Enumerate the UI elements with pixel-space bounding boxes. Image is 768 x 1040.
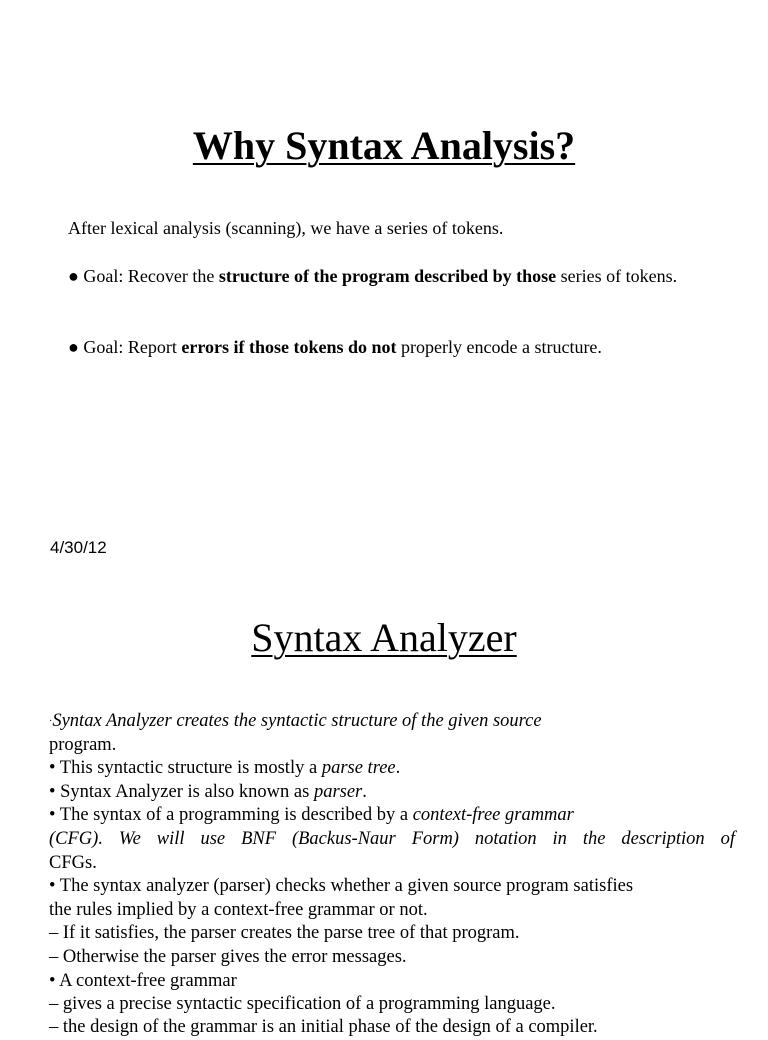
dot-icon: ·: [49, 716, 53, 727]
body-line: CFGs.: [49, 852, 97, 873]
body-line: – If it satisfies, the parser creates the parse tree of that program.: [49, 923, 520, 944]
goal1-post: series of tokens.: [556, 266, 678, 286]
line-pre: • This syntactic structure is mostly a: [49, 758, 322, 779]
body-line: [49, 710, 735, 734]
body-line: • The syntax analyzer (parser) checks whether a given source program satisfies: [49, 876, 634, 897]
body-line: [49, 828, 735, 852]
line-italic: parser: [313, 781, 363, 802]
body-line: [49, 804, 735, 828]
slide-date: 4/30/12: [50, 538, 107, 557]
line-italic: parse tree: [321, 758, 396, 779]
line-italic: (CFG). We will use BNF (Backus-Naur Form) notation in the description of: [49, 829, 735, 850]
line-post: .: [362, 781, 367, 802]
slide1-goal2: [68, 336, 718, 359]
line-pre: • Syntax Analyzer is also known as: [49, 781, 314, 802]
goal1-bold: structure of the program described by those: [218, 266, 557, 286]
body-line: the rules implied by a context-free grammar or not.: [49, 899, 428, 920]
body-line: [49, 757, 735, 781]
slide1-goal1: [68, 265, 718, 288]
bullet-icon: ●: [68, 266, 79, 286]
body-line: – gives a precise syntactic specification of a programming language.: [49, 994, 556, 1015]
body-line: – Otherwise the parser gives the error messages.: [49, 946, 407, 967]
goal2-bold: errors if those tokens do not: [181, 337, 397, 357]
bullet-icon: ●: [68, 337, 79, 357]
body-line: [49, 781, 735, 805]
slide1-title: Why Syntax Analysis?: [192, 123, 576, 168]
body-line: program.: [49, 734, 117, 755]
body-line-italic: Syntax Analyzer creates the syntactic structure of the given source: [52, 711, 542, 732]
line-italic: context-free grammar: [412, 805, 574, 826]
slide2-title: Syntax Analyzer: [251, 615, 517, 660]
line-pre: • The syntax of a programming is described by a: [49, 805, 413, 826]
line-post: .: [395, 758, 401, 779]
body-line-cutoff: – the design of the grammar is an initial phase of the design of a compiler.: [49, 1017, 598, 1037]
goal1-pre: Goal: Recover the: [83, 266, 219, 286]
body-line: • A context-free grammar: [49, 970, 237, 991]
slide2-body: [49, 710, 735, 1017]
goal2-pre: Goal: Report: [83, 337, 182, 357]
goal2-post: properly encode a structure.: [396, 337, 602, 357]
slide1-intro-text: After lexical analysis (scanning), we have a series of tokens.: [68, 218, 504, 238]
